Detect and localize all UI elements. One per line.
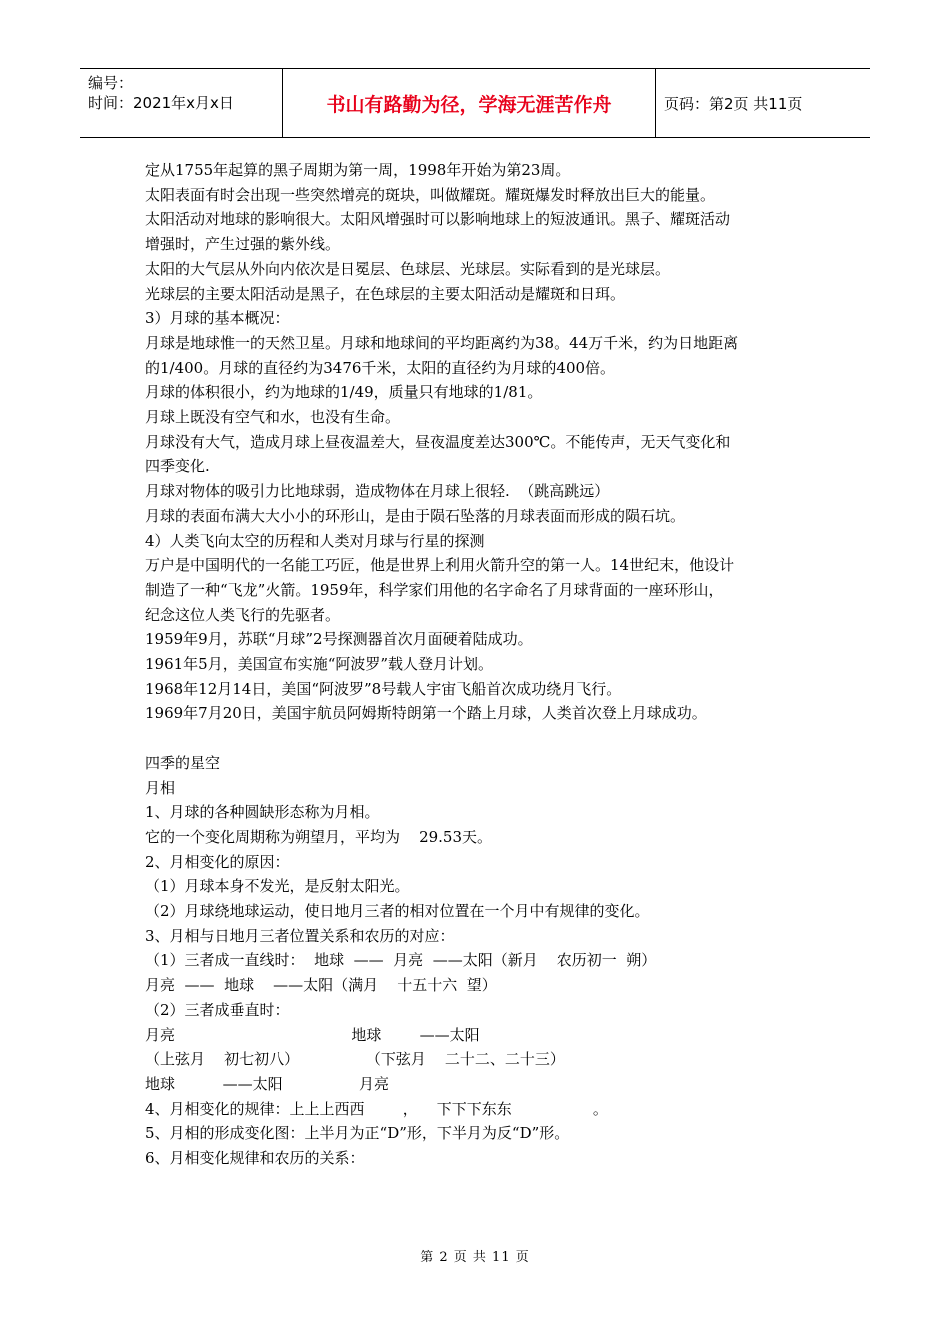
text-line: 四季变化. xyxy=(145,457,210,476)
text-line: 月球没有大气，造成月球上昼夜温差大，昼夜温度差达300℃。不能传声，无天气变化和 xyxy=(145,432,731,451)
text-line: 1、月球的各种圆缺形态称为月相。 xyxy=(145,803,380,822)
text-line xyxy=(145,726,815,751)
text-line: 1968年12月14日，美国“阿波罗”8号载人宇宙飞船首次成功绕月飞行。 xyxy=(145,679,622,698)
text-line: 月相 xyxy=(145,778,176,797)
text-line: 四季的星空 xyxy=(145,753,221,772)
motto-text: 书山有路勤为径，学海无涯苦作舟 xyxy=(326,93,612,116)
text-line: 3）月球的基本概况： xyxy=(145,309,290,328)
text-line: 月球的体积很小，约为地球的1/49，质量只有地球的1/81。 xyxy=(145,383,543,402)
document-body xyxy=(145,158,815,1171)
text-line: 月球是地球惟一的天然卫星。月球和地球间的平均距离约为38。44万千米，约为日地距离 xyxy=(145,333,739,352)
text-line: 1961年5月，美国宣布实施“阿波罗”载人登月计划。 xyxy=(145,655,494,674)
text-line: （2）月球绕地球运动，使日地月三者的相对位置在一个月中有规律的变化。 xyxy=(145,902,650,921)
text-line: 太阳表面有时会出现一些突然增亮的斑块，叫做耀斑。耀斑爆发时释放出巨大的能量。 xyxy=(145,185,716,204)
text-line: （上弦月 初七初八） （下弦月 二十二、二十三） xyxy=(145,1050,565,1069)
text-line: 月球对物体的吸引力比地球弱，造成物体在月球上很轻. （跳高跳远） xyxy=(145,482,610,501)
text-line: 月亮 —— 地球 ——太阳（满月 十五十六 望） xyxy=(145,976,497,995)
text-line: 它的一个变化周期称为朔望月，平均为 29.53天。 xyxy=(145,827,493,846)
text-line: （2）三者成垂直时： xyxy=(145,1000,290,1019)
text-line: 4、月相变化的规律：上上上西西 ， 下下下东东 。 xyxy=(145,1099,608,1118)
text-line: 制造了一种“飞龙”火箭。1959年，科学家们用他的名字命名了月球背面的一座环形山， xyxy=(145,580,724,599)
text-line: 纪念这位人类飞行的先驱者。 xyxy=(145,605,341,624)
text-line: 定从1755年起算的黑子周期为第一周，1998年开始为第23周。 xyxy=(145,161,571,179)
text-line: 光球层的主要太阳活动是黑子，在色球层的主要太阳活动是耀斑和日珥。 xyxy=(145,284,626,303)
page-footer: 第 2 页 共 11 页 xyxy=(420,1250,530,1265)
text-line: 增强时，产生过强的紫外线。 xyxy=(145,235,341,254)
text-line: 月球上既没有空气和水，也没有生命。 xyxy=(145,408,401,427)
page-header xyxy=(80,68,870,138)
text-line: （1）月球本身不发光，是反射太阳光。 xyxy=(145,877,410,896)
time-label: 时间：2021年x月x日 xyxy=(88,94,234,112)
text-line: 1969年7月20日，美国宇航员阿姆斯特朗第一个踏上月球，人类首次登上月球成功。 xyxy=(145,704,707,723)
text-line: 5、月相的形成变化图：上半月为正“D”形，下半月为反“D”形。 xyxy=(145,1124,570,1143)
text-line: 月球的表面布满大大小小的环形山，是由于陨石坠落的月球表面而形成的陨石坑。 xyxy=(145,506,686,525)
text-line: 3、月相与日地月三者位置关系和农历的对应： xyxy=(145,926,455,945)
page-info: 页码：第2页 共11页 xyxy=(664,94,803,113)
text-line: （1）三者成一直线时： 地球 —— 月亮 ——太阳（新月 农历初一 朔） xyxy=(145,951,657,970)
text-line: 的1/400。月球的直径约为3476千米，太阳的直径约为月球的400倍。 xyxy=(145,358,616,377)
text-line: 月亮 地球 ——太阳 xyxy=(145,1025,480,1044)
text-line: 1959年9月，苏联“月球”2号探测器首次月面硬着陆成功。 xyxy=(145,630,533,649)
text-line: 万户是中国明代的一名能工巧匠，他是世界上利用火箭升空的第一人。14世纪末，他设计 xyxy=(145,556,735,575)
text-line: 6、月相变化规律和农历的关系： xyxy=(145,1149,365,1168)
number-label: 编号： xyxy=(88,74,134,92)
text-line: 地球 ——太阳 月亮 xyxy=(145,1075,389,1093)
text-line: 4）人类飞向太空的历程和人类对月球与行星的探测 xyxy=(145,531,485,550)
text-line: 太阳的大气层从外向内依次是日冕层、色球层、光球层。实际看到的是光球层。 xyxy=(145,259,671,278)
header-left-cell xyxy=(80,69,282,137)
text-line: 2、月相变化的原因： xyxy=(145,852,290,871)
header-motto-cell xyxy=(282,69,656,137)
text-line: 太阳活动对地球的影响很大。太阳风增强时可以影响地球上的短波通讯。黑子、耀斑活动 xyxy=(145,210,731,229)
header-page-cell xyxy=(656,69,870,137)
